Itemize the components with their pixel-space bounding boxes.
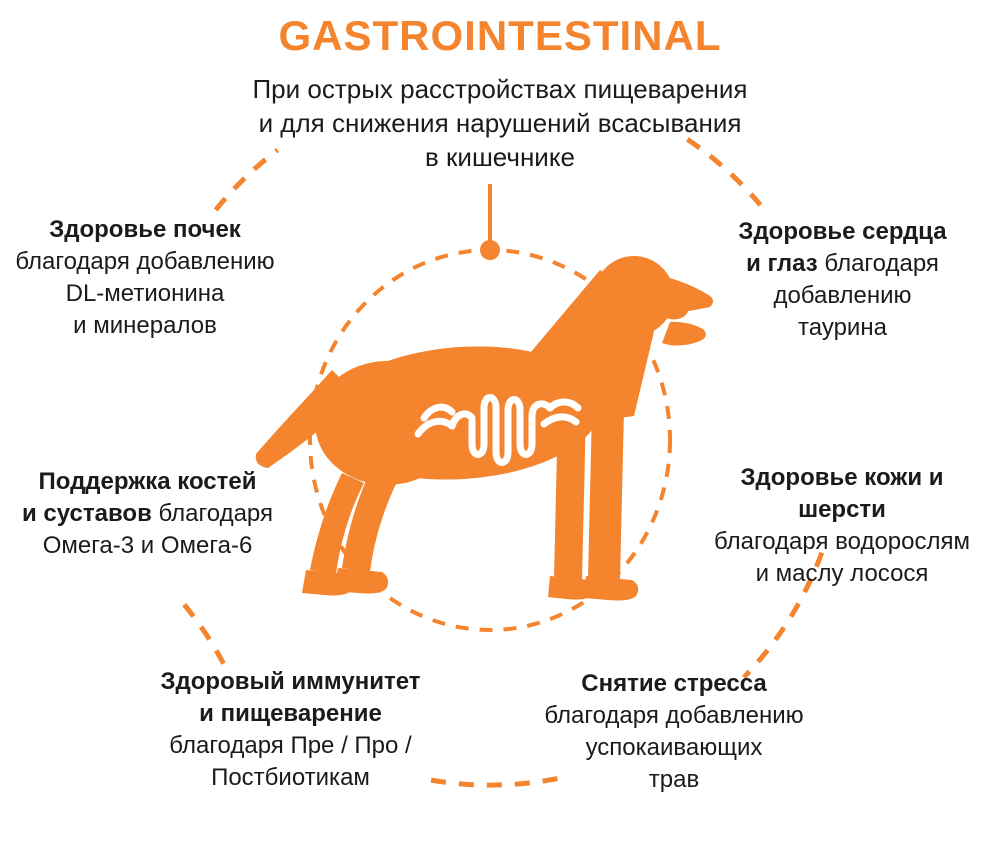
benefit-line: Омега-3 и Омега-6 xyxy=(42,532,253,559)
benefit-line: Поддержка костей xyxy=(38,468,257,495)
subtitle xyxy=(150,72,850,174)
dog-front-foot-near xyxy=(584,576,638,601)
dog-front-leg-near xyxy=(588,408,624,580)
benefit-line: Здоровый иммунитет xyxy=(160,668,421,695)
subtitle-line: При острых расстройствах пищеварения xyxy=(252,74,748,104)
benefit-heart-eyes xyxy=(700,216,985,344)
dog-hind-foot-near xyxy=(334,568,388,594)
benefit-line: Снятие стресса xyxy=(581,670,767,697)
page-title: GASTROINTESTINAL xyxy=(278,12,722,59)
benefit-line: таурина xyxy=(798,314,887,341)
benefit-line: успокаивающих xyxy=(585,734,763,761)
benefit-line: благодаря добавлению xyxy=(544,702,804,729)
benefit-line: Здоровье кожи и шерсти xyxy=(740,464,944,523)
benefit-line: и глаз благодаря xyxy=(746,250,939,277)
benefit-line: благодаря водорослям xyxy=(713,528,970,555)
benefit-line: Постбиотикам xyxy=(211,764,370,791)
benefit-line: и суставов благодаря xyxy=(22,500,273,527)
benefit-line: благодаря Пре / Про / xyxy=(169,732,412,759)
benefit-line: и минералов xyxy=(73,312,217,339)
benefit-line: Здоровье почек xyxy=(49,216,241,243)
benefit-immunity-digestion xyxy=(143,666,438,794)
connector-dot xyxy=(480,240,500,260)
benefit-stress-relief xyxy=(528,668,820,796)
benefit-line: DL-метионина xyxy=(65,280,225,307)
subtitle-line: и для снижения нарушений всасывания xyxy=(258,108,742,138)
connector-line-with-dot xyxy=(480,184,500,260)
benefit-line: и пищеварение xyxy=(199,700,382,727)
benefit-line: Здоровье сердца xyxy=(738,218,947,245)
benefit-line: трав xyxy=(648,766,700,793)
dog-silhouette xyxy=(256,256,713,601)
benefit-line: добавлению xyxy=(773,282,912,309)
benefit-kidneys xyxy=(5,214,285,342)
benefit-line: и маслу лосося xyxy=(755,560,929,587)
outer-arc-left-lower xyxy=(178,598,223,664)
benefit-line: благодаря добавлению xyxy=(15,248,275,275)
benefit-skin-coat xyxy=(697,462,987,590)
benefit-bones-joints xyxy=(5,466,290,562)
subtitle-line: в кишечнике xyxy=(425,142,575,172)
